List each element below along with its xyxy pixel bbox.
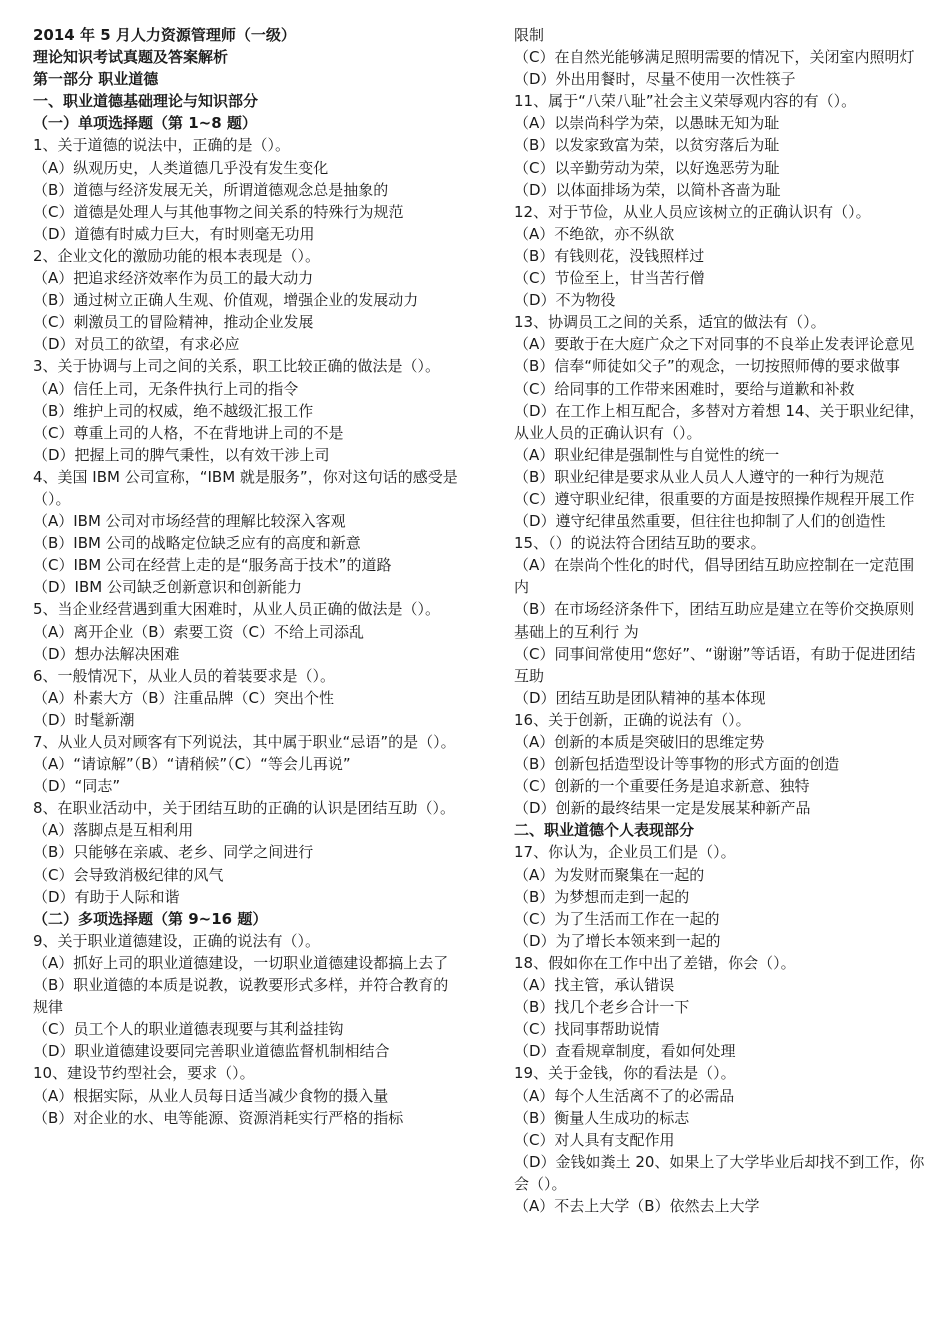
left-column: [33, 24, 461, 1129]
text-line: （B）职业道德的本质是说教，说教要形式多样，并符合教育的规律: [33, 976, 449, 1017]
text-line: （A）抓好上司的职业道德建设，一切职业道德建设都搞上去了: [33, 953, 449, 972]
text-line: （D）把握上司的脾气秉性，以有效干涉上司: [33, 445, 330, 464]
text-line: （C）遵守职业纪律，很重要的方面是按照操作规程开展工作: [514, 489, 915, 508]
heading-line: 一、职业道德基础理论与知识部分: [33, 92, 259, 111]
text-line: （D）金钱如粪土 20、如果上了大学毕业后却找不到工作，你会（）。: [514, 1152, 925, 1193]
heading-line: （二）多项选择题（第 9~16 题）: [33, 909, 268, 928]
heading-line: （一）单项选择题（第 1~8 题）: [33, 114, 257, 133]
text-line: （B）为梦想而走到一起的: [514, 887, 690, 906]
text-line: （C）以辛勤劳动为荣，以好逸恶劳为耻: [514, 158, 780, 177]
text-line: （B）IBM 公司的战略定位缺乏应有的高度和新意: [33, 534, 361, 553]
text-line: （C）创新的一个重要任务是追求新意、独特: [514, 777, 810, 796]
text-line: 17、你认为，企业员工们是（）。: [514, 843, 736, 862]
text-line: （C）对人具有支配作用: [514, 1130, 675, 1149]
text-line: （B）创新包括造型设计等事物的形式方面的创造: [514, 755, 840, 774]
text-line: （D）时髦新潮: [33, 710, 135, 729]
text-line: （D）团结互助是团队精神的基本体现: [514, 688, 766, 707]
text-line: 16、关于创新，正确的说法有（）。: [514, 710, 751, 729]
text-line: （D）不为物役: [514, 291, 616, 310]
text-line: （A）找主管，承认错误: [514, 976, 675, 995]
text-line: （A）信任上司，无条件执行上司的指令: [33, 379, 299, 398]
text-line: （D）职业道德建设要同完善职业道德监督机制相结合: [33, 1042, 390, 1061]
text-line: （D）对员工的欲望，有求必应: [33, 335, 240, 354]
text-line: （A）为发财而聚集在一起的: [514, 865, 705, 884]
text-line: 5、当企业经营遇到重大困难时，从业人员正确的做法是（）。: [33, 600, 441, 619]
text-line: （A）“请谅解”（B）“请稍候”（C）“等会儿再说”: [33, 755, 351, 774]
text-line: 18、假如你在工作中出了差错，你会（）。: [514, 953, 796, 972]
text-line: （C）IBM 公司在经营上走的是“服务高于技术”的道路: [33, 556, 392, 575]
text-line: （B）信奉“师徒如父子”的观念，一切按照师傅的要求做事: [514, 357, 900, 376]
text-line: 6、一般情况下，从业人员的着装要求是（）。: [33, 666, 336, 685]
text-line: （D）查看规章制度，看如何处理: [514, 1042, 736, 1061]
text-line: （C）找同事帮助说情: [514, 1020, 660, 1039]
text-line: 8、在职业活动中，关于团结互助的正确的认识是团结互助（）。: [33, 799, 456, 818]
text-line: （A）离开企业（B）索要工资（C）不给上司添乱: [33, 622, 365, 641]
text-line: （C）会导致消极纪律的风气: [33, 865, 224, 884]
text-line: （A）创新的本质是突破旧的思维定势: [514, 733, 765, 751]
text-line: （A）在崇尚个性化的时代，倡导团结互助应控制在一定范围内: [514, 556, 915, 597]
text-line: （D）“同志”: [33, 777, 121, 796]
text-line: （D）在工作上相互配合，多替对方着想 14、关于职业纪律，从业人员的正确认识有（）。: [514, 401, 925, 442]
text-line: 2、企业文化的激励功能的根本表现是（）。: [33, 246, 321, 265]
text-line: （D）以体面排场为荣，以简朴吝啬为耻: [514, 180, 781, 199]
text-line: 15、（）的说法符合团结互助的要求。: [514, 534, 766, 553]
text-line: （A）要敢于在大庭广众之下对同事的不良举止发表评论意见: [514, 335, 915, 354]
text-line: 限制: [514, 26, 545, 44]
text-line: （B）在市场经济条件下，团结互助应是建立在等价交换原则基础上的互利行 为: [514, 600, 915, 641]
heading-line: 理论知识考试真题及答案解析: [33, 48, 229, 67]
text-line: 7、从业人员对顾客有下列说法，其中属于职业“忌语”的是（）。: [33, 733, 456, 751]
text-line: （D）IBM 公司缺乏创新意识和创新能力: [33, 578, 302, 597]
text-line: （D）遵守纪律虽然重要，但往往也抑制了人们的创造性: [514, 512, 886, 531]
text-line: （D）想办法解决困难: [33, 644, 180, 663]
text-line: （B）通过树立正确人生观、价值观，增强企业的发展动力: [33, 291, 419, 310]
text-line: （A）不绝欲，亦不纵欲: [514, 224, 675, 243]
text-line: （D）道德有时威力巨大，有时则毫无功用: [33, 224, 315, 243]
text-line: 4、美国 IBM 公司宣称，“IBM 就是服务”，你对这句话的感受是（）。: [33, 467, 458, 508]
text-line: （C）在自然光能够满足照明需要的情况下，关闭室内照明灯: [514, 48, 915, 67]
text-line: （A）每个人生活离不了的必需品: [514, 1086, 735, 1105]
text-line: 13、协调员工之间的关系，适宜的做法有（）。: [514, 313, 826, 332]
text-line: （A）不去上大学（B）依然去上大学: [514, 1196, 760, 1215]
text-line: （A）以崇尚科学为荣，以愚昧无知为耻: [514, 114, 780, 133]
text-line: （C）刺激员工的冒险精神，推动企业发展: [33, 313, 314, 332]
text-line: （B）只能够在亲戚、老乡、同学之间进行: [33, 843, 314, 862]
text-line: （C）节俭至上，甘当苦行僧: [514, 269, 705, 288]
text-line: （A）把追求经济效率作为员工的最大动力: [33, 269, 314, 288]
text-line: 9、关于职业道德建设，正确的说法有（）。: [33, 931, 321, 950]
text-line: （B）找几个老乡合计一下: [514, 998, 690, 1017]
text-line: （D）创新的最终结果一定是发展某种新产品: [514, 799, 811, 818]
heading-line: 二、职业道德个人表现部分: [514, 821, 695, 840]
text-line: （B）对企业的水、电等能源、资源消耗实行严格的指标: [33, 1108, 404, 1127]
text-line: 1、关于道德的说法中，正确的是（）。: [33, 136, 291, 155]
text-line: （A）落脚点是互相利用: [33, 821, 194, 840]
text-line: （D）外出用餐时，尽量不使用一次性筷子: [514, 70, 796, 89]
text-line: 3、关于协调与上司之间的关系，职工比较正确的做法是（）。: [33, 357, 441, 376]
text-line: （C）尊重上司的人格，不在背地讲上司的不是: [33, 423, 344, 442]
text-line: （A）根据实际，从业人员每日适当减少食物的摄入量: [33, 1086, 389, 1105]
text-line: （C）道德是处理人与其他事物之间关系的特殊行为规范: [33, 202, 404, 221]
text-line: （B）衡量人生成功的标志: [514, 1108, 690, 1127]
text-line: （C）员工个人的职业道德表现要与其利益挂钩: [33, 1020, 344, 1039]
heading-line: 2014 年 5 月人力资源管理师（一级）: [33, 26, 296, 44]
text-line: （B）以发家致富为荣，以贫穷落后为耻: [514, 136, 780, 155]
text-line: （B）职业纪律是要求从业人员人人遵守的一种行为规范: [514, 467, 885, 486]
right-column: [514, 24, 928, 1217]
text-line: （C）给同事的工作带来困难时，要给与道歉和补救: [514, 379, 855, 398]
text-line: 11、属于“八荣八耻”社会主义荣辱观内容的有（）。: [514, 92, 857, 111]
text-line: （A）朴素大方（B）注重品牌（C）突出个性: [33, 688, 335, 707]
text-line: 10、建设节约型社会，要求（）。: [33, 1064, 255, 1083]
text-line: （B）维护上司的权威，绝不越级汇报工作: [33, 401, 314, 420]
heading-line: 第一部分 职业道德: [33, 70, 159, 89]
text-line: （C）同事间常使用“您好”、“谢谢”等话语，有助于促进团结互助: [514, 644, 916, 685]
text-line: （D）为了增长本领来到一起的: [514, 931, 721, 950]
text-line: （C）为了生活而工作在一起的: [514, 909, 720, 928]
text-line: （A）职业纪律是强制性与自觉性的统一: [514, 445, 780, 464]
text-line: 19、关于金钱，你的看法是（）。: [514, 1064, 736, 1083]
text-line: （B）道德与经济发展无关，所谓道德观念总是抽象的: [33, 180, 389, 199]
text-line: （A）纵观历史，人类道德几乎没有发生变化: [33, 158, 329, 177]
text-line: （A）IBM 公司对市场经营的理解比较深入客观: [33, 512, 346, 531]
text-line: （D）有助于人际和谐: [33, 887, 180, 906]
text-line: （B）有钱则花，没钱照样过: [514, 246, 705, 265]
text-line: 12、对于节俭，从业人员应该树立的正确认识有（）。: [514, 202, 871, 221]
